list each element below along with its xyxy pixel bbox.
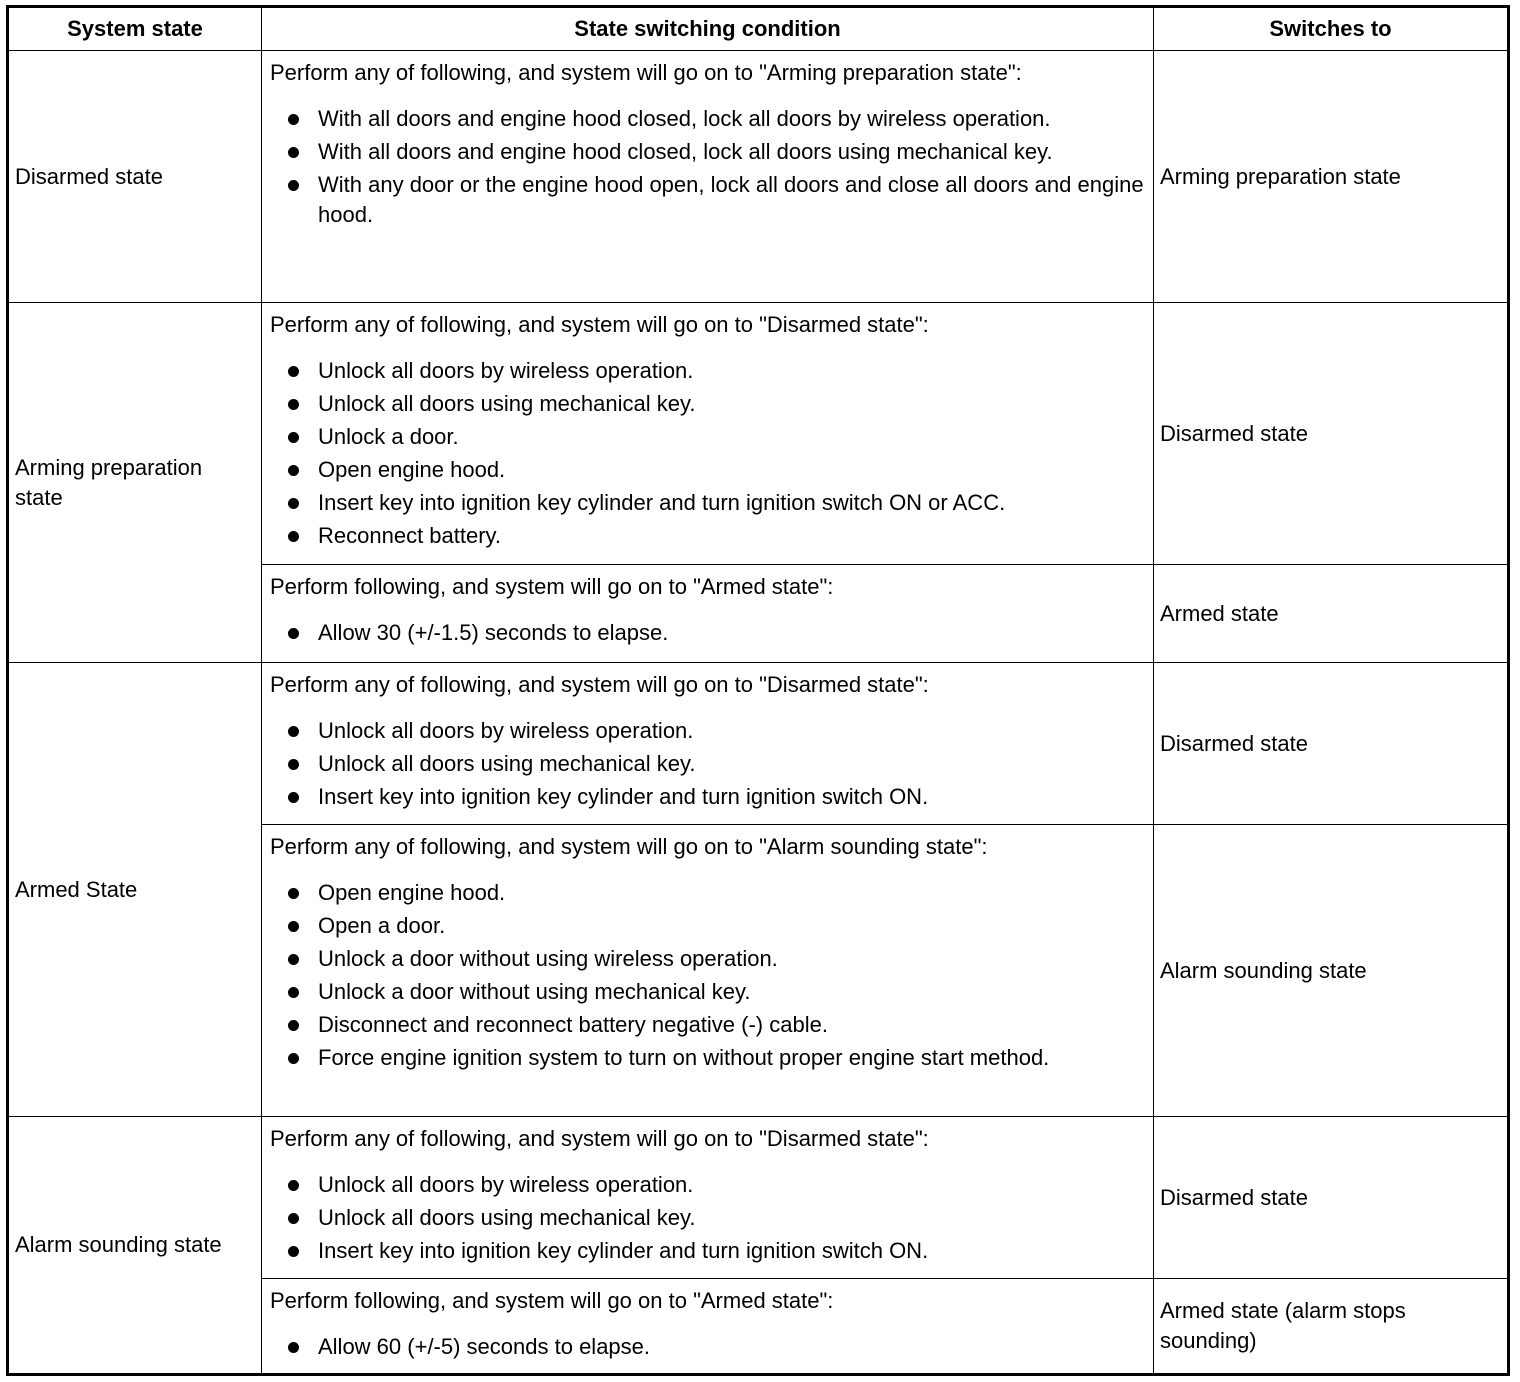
switches-to-cell: Armed state (alarm stops sounding) (1154, 1279, 1509, 1375)
header-condition: State switching condition (262, 7, 1154, 51)
condition-item (270, 944, 1145, 974)
table-row (8, 51, 1509, 303)
condition-item (270, 977, 1145, 1007)
header-switches-to: Switches to (1154, 7, 1509, 51)
bullet-icon (288, 1213, 299, 1224)
condition-intro: Perform any of following, and system will go on to "Disarmed state": (270, 1126, 929, 1151)
condition-item (270, 389, 1145, 419)
switches-to-cell: Alarm sounding state (1154, 825, 1509, 1117)
table-row (8, 663, 1509, 825)
condition-item-text: Open engine hood. (318, 880, 506, 905)
condition-item (270, 911, 1145, 941)
bullet-icon (288, 147, 299, 158)
bullet-icon (288, 792, 299, 803)
condition-item (270, 749, 1145, 779)
condition-item (270, 1332, 1145, 1362)
bullet-icon (288, 432, 299, 443)
condition-list (270, 104, 1145, 230)
condition-intro: Perform any of following, and system will go on to "Disarmed state": (270, 312, 929, 337)
bullet-icon (288, 531, 299, 542)
condition-cell (262, 1279, 1154, 1375)
condition-item (270, 422, 1145, 452)
bullet-icon (288, 399, 299, 410)
condition-item (270, 137, 1145, 167)
bullet-icon (288, 366, 299, 377)
condition-item-text: With all doors and engine hood closed, lock all doors using mechanical key. (318, 139, 1053, 164)
condition-item (270, 1203, 1145, 1233)
bullet-icon (288, 888, 299, 899)
condition-item (270, 455, 1145, 485)
condition-intro: Perform any of following, and system will go on to "Disarmed state": (270, 672, 929, 697)
condition-item-text: Unlock a door. (318, 424, 459, 449)
condition-cell (262, 1117, 1154, 1279)
condition-item (270, 104, 1145, 134)
condition-item (270, 170, 1145, 230)
condition-item-text: Unlock all doors using mechanical key. (318, 751, 696, 776)
bullet-icon (288, 921, 299, 932)
condition-list (270, 356, 1145, 551)
system-state-cell: Alarm sounding state (8, 1117, 262, 1375)
condition-cell (262, 51, 1154, 303)
condition-item-text: Allow 30 (+/-1.5) seconds to elapse. (318, 620, 669, 645)
condition-item (270, 1043, 1145, 1073)
table-row (8, 1117, 1509, 1279)
condition-item-text: Unlock all doors by wireless operation. (318, 1172, 694, 1197)
condition-intro: Perform any of following, and system will go on to "Arming preparation state": (270, 60, 1022, 85)
switches-to-cell: Arming preparation state (1154, 51, 1509, 303)
system-state-cell: Armed State (8, 663, 262, 1117)
bullet-icon (288, 1020, 299, 1031)
condition-item-text: Unlock all doors using mechanical key. (318, 1205, 696, 1230)
bullet-icon (288, 1246, 299, 1257)
bullet-icon (288, 1053, 299, 1064)
condition-item (270, 356, 1145, 386)
bullet-icon (288, 114, 299, 125)
system-state-cell: Arming preparation state (8, 303, 262, 663)
condition-list (270, 1170, 1145, 1266)
state-transition-table (6, 5, 1510, 1376)
system-state-cell: Disarmed state (8, 51, 262, 303)
bullet-icon (288, 759, 299, 770)
condition-list (270, 1332, 1145, 1362)
condition-cell (262, 303, 1154, 565)
condition-item-text: With any door or the engine hood open, lock all doors and close all doors and engine hood. (318, 172, 1144, 227)
condition-list (270, 716, 1145, 812)
condition-item-text: Open a door. (318, 913, 446, 938)
bullet-icon (288, 987, 299, 998)
table-row (8, 303, 1509, 565)
header-system-state: System state (8, 7, 262, 51)
condition-item-text: Reconnect battery. (318, 523, 502, 548)
condition-item-text: Unlock a door without using mechanical key. (318, 979, 751, 1004)
condition-item-text: Insert key into ignition key cylinder and turn ignition switch ON. (318, 784, 929, 809)
condition-item-text: Unlock all doors by wireless operation. (318, 718, 694, 743)
condition-list (270, 878, 1145, 1073)
switches-to-cell: Disarmed state (1154, 663, 1509, 825)
bullet-icon (288, 954, 299, 965)
condition-item (270, 488, 1145, 518)
condition-item (270, 716, 1145, 746)
condition-item (270, 782, 1145, 812)
condition-item-text: Force engine ignition system to turn on without proper engine start method. (318, 1045, 1050, 1070)
condition-item-text: Insert key into ignition key cylinder and turn ignition switch ON. (318, 1238, 929, 1263)
condition-item (270, 1170, 1145, 1200)
condition-item (270, 521, 1145, 551)
condition-item-text: Unlock a door without using wireless operation. (318, 946, 778, 971)
bullet-icon (288, 1342, 299, 1353)
condition-item-text: Insert key into ignition key cylinder and turn ignition switch ON or ACC. (318, 490, 1006, 515)
condition-intro: Perform any of following, and system will go on to "Alarm sounding state": (270, 834, 988, 859)
condition-item (270, 618, 1145, 648)
table-body (8, 51, 1509, 1375)
condition-item (270, 1010, 1145, 1040)
header-row (8, 7, 1509, 51)
bullet-icon (288, 1180, 299, 1191)
condition-item-text: Unlock all doors using mechanical key. (318, 391, 696, 416)
condition-item-text: Disconnect and reconnect battery negative (-) cable. (318, 1012, 828, 1037)
bullet-icon (288, 726, 299, 737)
bullet-icon (288, 498, 299, 509)
condition-cell (262, 565, 1154, 663)
condition-intro: Perform following, and system will go on to "Armed state": (270, 1288, 834, 1313)
bullet-icon (288, 628, 299, 639)
condition-intro: Perform following, and system will go on to "Armed state": (270, 574, 834, 599)
bullet-icon (288, 180, 299, 191)
condition-list (270, 618, 1145, 648)
condition-item-text: With all doors and engine hood closed, lock all doors by wireless operation. (318, 106, 1051, 131)
bullet-icon (288, 465, 299, 476)
switches-to-cell: Disarmed state (1154, 1117, 1509, 1279)
switches-to-cell: Disarmed state (1154, 303, 1509, 565)
condition-item-text: Allow 60 (+/-5) seconds to elapse. (318, 1334, 651, 1359)
condition-item (270, 1236, 1145, 1266)
condition-item (270, 878, 1145, 908)
condition-cell (262, 663, 1154, 825)
condition-item-text: Open engine hood. (318, 457, 506, 482)
condition-item-text: Unlock all doors by wireless operation. (318, 358, 694, 383)
switches-to-cell: Armed state (1154, 565, 1509, 663)
condition-cell (262, 825, 1154, 1117)
